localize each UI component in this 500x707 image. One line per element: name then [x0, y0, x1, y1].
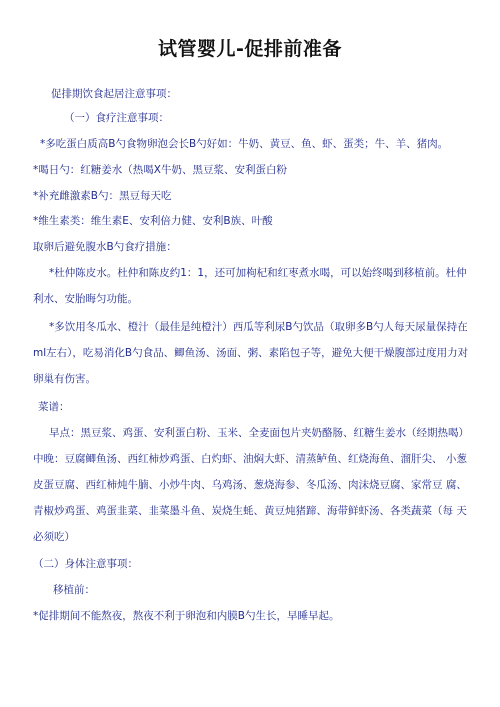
- post-retrieval-heading: 取卵后避免腹水B勺食疗措施：: [33, 241, 177, 253]
- menu-line: 皮蛋豆腐、西红柿炖牛腩、小炒牛肉、乌鸡汤、葱烧海参、冬瓜汤、肉沫烧豆腐、家常豆 腐、: [33, 479, 467, 491]
- pre-transfer-heading: 移植前：: [53, 584, 95, 596]
- diet-item-protein: *多吃蛋白质高B勺食物卵泡会长B勺好如：牛奶、黄豆、鱼、虾、蛋类；牛、羊、猪肉。: [40, 138, 449, 150]
- menu-line: 必须吃）: [33, 531, 75, 543]
- diet-item-vitamins: *维生素类：维生素E、安利倍力健、安利B族、叶酸: [33, 215, 273, 227]
- menu-line: 青椒炒鸡蛋、鸡蛋韭菜、韭菜墨斗鱼、炭烧生蚝、黄豆炖猪蹄、海带鲜虾汤、各类蔬菜（每 天: [33, 505, 467, 517]
- menu-heading: 菜谱：: [38, 401, 70, 413]
- paragraph-line: ml左右），吃易消化B勺食品、鲫鱼汤、汤面、粥、素陷包子等，避免大便干燥腹部过度用力对: [33, 347, 469, 359]
- paragraph-line: *多饮用冬瓜水、橙汁（最佳是纯橙汁）西瓜等利尿B勺饮品（取卵多B勺人每天尿量保持在: [49, 321, 468, 333]
- subsection-heading-body: （二）身体注意事项：: [33, 558, 138, 570]
- section-heading-regimen: 促排期饮食起居注意事项：: [51, 88, 177, 100]
- body-item-sleep: *促排期间不能熬夜，熬夜不利于卵泡和内膜B勺生长，早睡早起。: [33, 610, 340, 622]
- menu-line: 中晚：豆腐鲫鱼汤、西红柿炒鸡蛋、白灼虾、油焖大虾、清蒸鲈鱼、红烧海鱼、溜肝尖、 小葱: [33, 453, 467, 465]
- paragraph-line: 利水、安胎晦匀功能。: [33, 293, 138, 305]
- subsection-heading-diet: （一）食疗注意事项：: [64, 112, 169, 124]
- diet-item-drink: *喝日勺：红糖姜水（热喝X牛奶、黑豆浆、安利蛋白粉: [33, 164, 287, 176]
- paragraph-line: 卵巢有伤害。: [33, 373, 96, 385]
- paragraph-line: *杜仲陈皮水。杜仲和陈皮约1：1，还可加枸杞和红枣煮水喝，可以始终喝到移植前。杜仲: [49, 267, 467, 279]
- page-title: 试管婴儿-促排前准备: [158, 38, 342, 60]
- menu-line: 早点：黑豆浆、鸡蛋、安利蛋白粉、玉米、全麦面包片夹奶酪肠、红糖生姜水（经期热喝）: [49, 427, 469, 439]
- diet-item-estrogen: *补充雌激素B勺：黑豆每天吃: [33, 190, 172, 202]
